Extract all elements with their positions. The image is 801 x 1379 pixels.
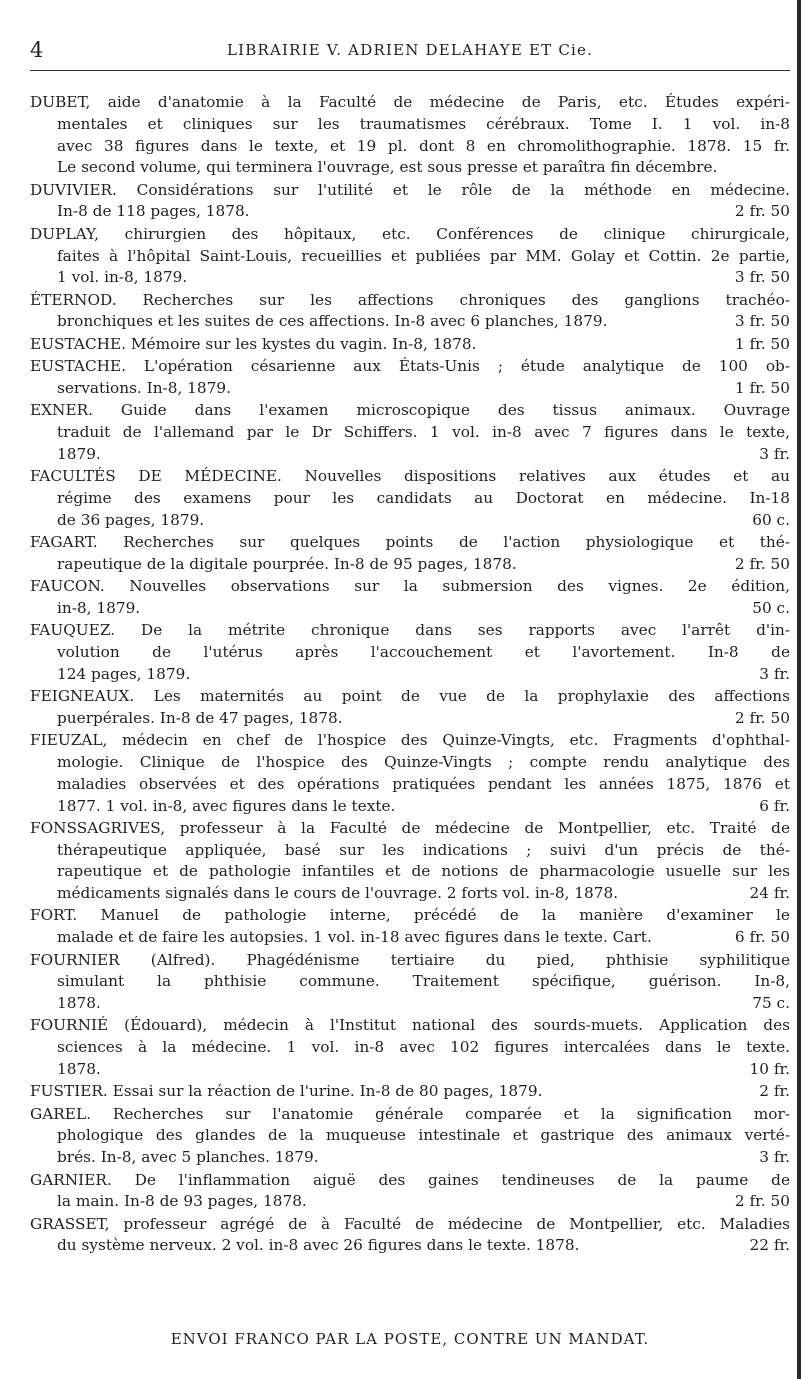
entry-continuation-line: régime des examens pour les candidats au Doctorat en médecine. In-18	[57, 488, 790, 507]
entry-first-line: EUSTACHE. L'opération césarienne aux États-Unis ; étude analytique de 100 ob-	[30, 357, 790, 376]
catalogue-entry	[30, 532, 790, 576]
catalogue-entry	[30, 1170, 790, 1214]
entry-continuation-line: 1878. 10 fr.	[57, 1060, 790, 1079]
catalogue-entries	[30, 92, 790, 1258]
entry-continuation-line: mentales et cliniques sur les traumatismes cérébraux. Tome I. 1 vol. in-8	[57, 114, 790, 133]
page-header	[30, 36, 790, 64]
catalogue-entry	[30, 334, 790, 356]
entry-continuation-line: puerpérales. In-8 de 47 pages, 1878. 2 fr. 50	[57, 708, 790, 727]
page-edge	[797, 0, 801, 1379]
entry-first-line: GRASSET, professeur agrégé de à Faculté de médecine de Montpellier, etc. Maladies	[30, 1214, 790, 1233]
entry-first-line: FOURNIER (Alfred). Phagédénisme tertiaire du pied, phthisie syphilitique	[30, 950, 790, 969]
running-head: LIBRAIRIE V. ADRIEN DELAHAYE ET Cie.	[226, 41, 594, 59]
entry-first-line: ÉTERNOD. Recherches sur les affections chroniques des ganglions trachéo-	[30, 290, 790, 309]
catalogue-entry	[30, 466, 790, 531]
catalogue-entry	[30, 686, 790, 730]
entry-continuation-line: volution de l'utérus après l'accouchement et l'avortement. In-8 de	[57, 642, 790, 661]
entry-first-line: FOURNIÉ (Édouard), médecin à l'Institut national des sourds-muets. Application des	[30, 1016, 790, 1035]
entry-first-line: GAREL. Recherches sur l'anatomie générale comparée et la signification mor-	[30, 1104, 790, 1123]
entry-continuation-line: de 36 pages, 1879. 60 c.	[57, 510, 790, 529]
entry-continuation-line: bronchiques et les suites de ces affections. In-8 avec 6 planches, 1879. 3 fr. 50	[57, 312, 790, 331]
catalogue-entry	[30, 950, 790, 1015]
entry-continuation-line: phologique des glandes de la muqueuse intestinale et gastrique des animaux verté-	[57, 1126, 790, 1145]
catalogue-entry	[30, 1104, 790, 1169]
entry-continuation-line: sciences à la médecine. 1 vol. in-8 avec 102 figures intercalées dans le texte.	[57, 1038, 790, 1057]
entry-continuation-line: du système nerveux. 2 vol. in-8 avec 26 figures dans le texte. 1878. 22 fr.	[57, 1236, 790, 1255]
catalogue-entry	[30, 1214, 790, 1258]
entry-continuation-line: Le second volume, qui terminera l'ouvrage, est sous presse et paraîtra fin décembre.	[57, 158, 718, 177]
catalogue-entry	[30, 400, 790, 465]
entry-first-line: FEIGNEAUX. Les maternités au point de vue de la prophylaxie des affections	[30, 687, 790, 706]
entry-continuation-line: 1878. 75 c.	[57, 994, 790, 1013]
entry-first-line: DUVIVIER. Considérations sur l'utilité et le rôle de la méthode en médecine.	[30, 180, 790, 199]
entry-continuation-line: 1877. 1 vol. in-8, avec figures dans le texte. 6 fr.	[57, 796, 790, 815]
catalogue-entry	[30, 356, 790, 400]
catalogue-entry	[30, 180, 790, 224]
entry-continuation-line: In-8 de 118 pages, 1878. 2 fr. 50	[57, 202, 790, 221]
catalogue-entry	[30, 620, 790, 685]
entry-first-line: EXNER. Guide dans l'examen microscopique des tissus animaux. Ouvrage	[30, 401, 790, 420]
entry-first-line: FACULTÉS DE MÉDECINE. Nouvelles dispositions relatives aux études et au	[30, 467, 790, 486]
entry-first-line: DUBET, aide d'anatomie à la Faculté de médecine de Paris, etc. Études expéri-	[30, 93, 790, 111]
catalogue-entry	[30, 905, 790, 949]
catalogue-entry	[30, 1015, 790, 1080]
catalogue-entry	[30, 818, 790, 905]
entry-first-line: FIEUZAL, médecin en chef de l'hospice des Quinze-Vingts, etc. Fragments d'ophthal-	[30, 731, 790, 750]
entry-first-line: GARNIER. De l'inflammation aiguë des gaines tendineuses de la paume de	[30, 1170, 790, 1189]
entry-continuation-line: maladies observées et des opérations pratiquées pendant les années 1875, 1876 et	[57, 774, 790, 793]
entry-continuation-line: traduit de l'allemand par le Dr Schiffers. 1 vol. in-8 avec 7 figures dans le texte,	[57, 422, 790, 441]
entry-continuation-line: malade et de faire les autopsies. 1 vol. in-18 avec figures dans le texte. Cart. 6 fr. 50	[57, 928, 790, 947]
catalogue-entry	[30, 290, 790, 334]
entry-continuation-line: 124 pages, 1879. 3 fr.	[57, 664, 790, 683]
footer-notice: ENVOI FRANCO PAR LA POSTE, CONTRE UN MANDAT.	[170, 1330, 650, 1348]
entry-continuation-line: in-8, 1879. 50 c.	[57, 598, 790, 617]
entry-first-line: FONSSAGRIVES, professeur à la Faculté de médecine de Montpellier, etc. Traité de	[30, 818, 790, 837]
header-rule	[30, 70, 790, 71]
entry-continuation-line: rapeutique et de pathologie infantiles et de notions de pharmacologie usuelle sur les	[57, 862, 790, 881]
entry-continuation-line: mologie. Clinique de l'hospice des Quinze-Vingts ; compte rendu analytique des	[57, 752, 790, 771]
entry-continuation-line: faites à l'hôpital Saint-Louis, recueillies et publiées par MM. Golay et Cottin. 2e partie,	[57, 246, 790, 265]
entry-continuation-line: avec 38 figures dans le texte, et 19 pl. dont 8 en chromolithographie. 1878. 15 fr.	[57, 136, 790, 155]
catalogue-entry	[30, 92, 790, 179]
catalogue-entry	[30, 576, 790, 620]
entry-first-line: FUSTIER. Essai sur la réaction de l'urine. In-8 de 80 pages, 1879. 2 fr.	[30, 1082, 790, 1101]
entry-first-line: EUSTACHE. Mémoire sur les kystes du vagin. In-8, 1878. 1 fr. 50	[30, 334, 790, 353]
entry-continuation-line: 1879. 3 fr.	[57, 444, 790, 463]
entry-first-line: FAGART. Recherches sur quelques points de l'action physiologique et thé-	[30, 532, 790, 551]
entry-first-line: DUPLAY, chirurgien des hôpitaux, etc. Conférences de clinique chirurgicale,	[30, 224, 790, 243]
entry-continuation-line: 1 vol. in-8, 1879. 3 fr. 50	[57, 268, 790, 287]
entry-continuation-line: thérapeutique appliquée, basé sur les indications ; suivi d'un précis de thé-	[57, 840, 790, 859]
entry-continuation-line: simulant la phthisie commune. Traitement spécifique, guérison. In-8,	[57, 972, 790, 991]
entry-continuation-line: rapeutique de la digitale pourprée. In-8 de 95 pages, 1878. 2 fr. 50	[57, 554, 790, 573]
entry-continuation-line: brés. In-8, avec 5 planches. 1879. 3 fr.	[57, 1148, 790, 1167]
entry-continuation-line: servations. In-8, 1879. 1 fr. 50	[57, 378, 790, 397]
entry-continuation-line: médicaments signalés dans le cours de l'ouvrage. 2 forts vol. in-8, 1878. 24 fr.	[57, 884, 790, 903]
entry-first-line: FAUQUEZ. De la métrite chronique dans ses rapports avec l'arrêt d'in-	[30, 621, 790, 640]
entry-continuation-line: la main. In-8 de 93 pages, 1878. 2 fr. 50	[57, 1192, 790, 1211]
entry-first-line: FORT. Manuel de pathologie interne, précédé de la manière d'examiner le	[30, 906, 790, 925]
catalogue-entry	[30, 224, 790, 289]
catalogue-entry	[30, 1081, 790, 1103]
entry-first-line: FAUCON. Nouvelles observations sur la submersion des vignes. 2e édition,	[30, 577, 790, 596]
catalogue-entry	[30, 730, 790, 817]
page-number: 4	[30, 38, 44, 62]
